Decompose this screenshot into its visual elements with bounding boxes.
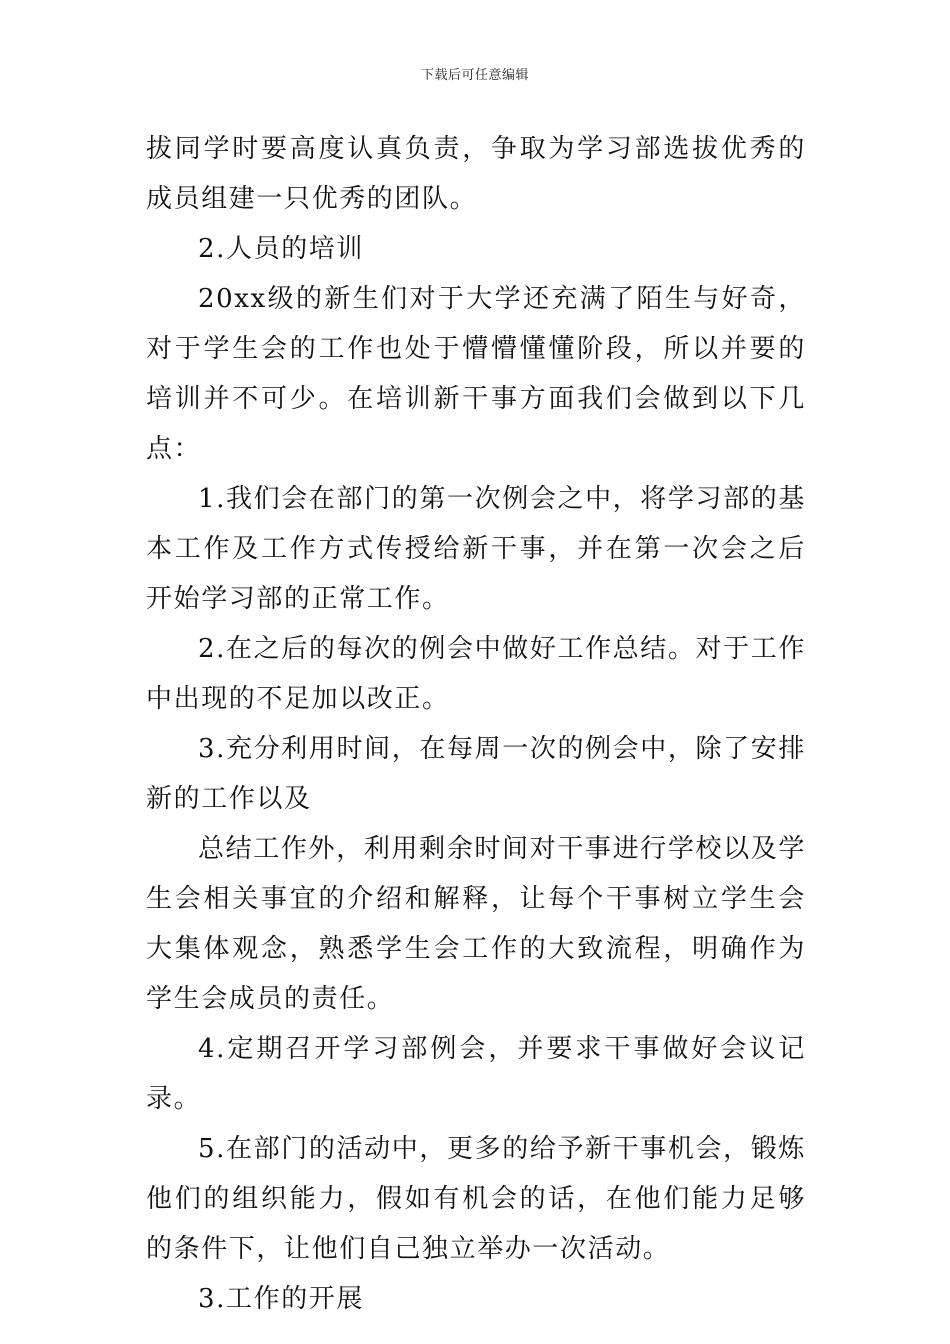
list-item-2: 2.在之后的每次的例会中做好工作总结。对于工作中出现的不足加以改正。 — [146, 634, 806, 714]
section-heading-work: 3.工作的开展 — [198, 1284, 365, 1314]
document-body — [146, 124, 806, 1324]
list-item-3: 3.充分利用时间，在每周一次的例会中，除了安排新的工作以及 — [146, 734, 806, 814]
list-item-1: 1.我们会在部门的第一次例会之中，将学习部的基本工作及工作方式传授给新干事，并在第一次会之后开始学习部的正常工作。 — [146, 484, 806, 614]
list-item-4: 4.定期召开学习部例会，并要求干事做好会议记录。 — [146, 1034, 806, 1114]
list-item-3-continuation: 总结工作外，利用剩余时间对干事进行学校以及学生会相关事宜的介绍和解释，让每个干事树立学生会大集体观念，熟悉学生会工作的大致流程，明确作为学生会成员的责任。 — [146, 834, 806, 1014]
section-heading-training: 2.人员的培训 — [198, 234, 365, 264]
paragraph-continuation: 拔同学时要高度认真负责，争取为学习部选拔优秀的成员组建一只优秀的团队。 — [146, 134, 806, 214]
paragraph-new-students: 20xx级的新生们对于大学还充满了陌生与好奇，对于学生会的工作也处于懵懵懂懂阶段，所以并要的培训并不可少。在培训新干事方面我们会做到以下几点： — [146, 284, 806, 464]
list-item-5: 5.在部门的活动中，更多的给予新干事机会，锻炼他们的组织能力，假如有机会的话，在他们能力足够的条件下，让他们自己独立举办一次活动。 — [146, 1134, 806, 1264]
page-header-note: 下载后可任意编辑 — [420, 68, 529, 83]
